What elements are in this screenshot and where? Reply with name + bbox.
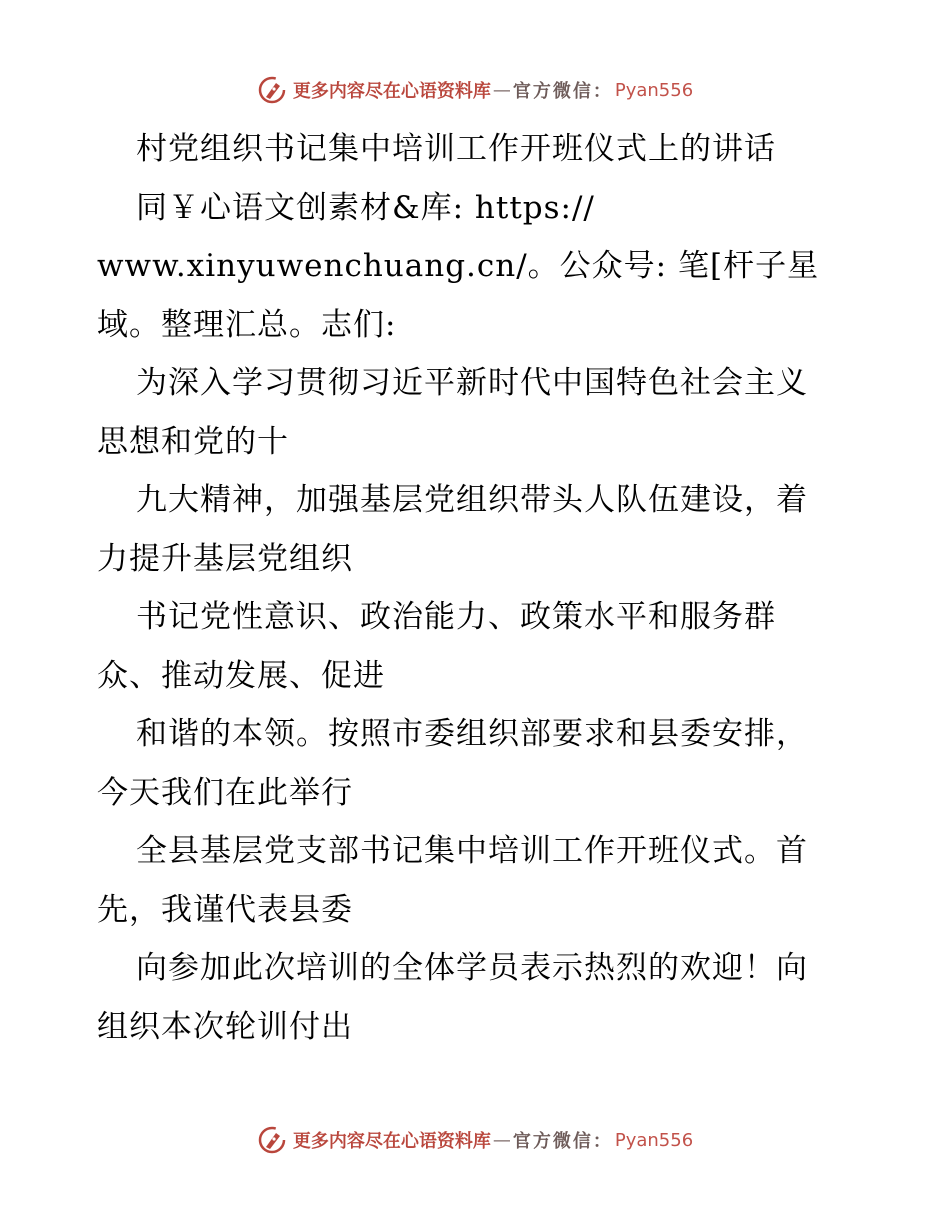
banner-wechat-id: Pyan556	[614, 79, 694, 101]
banner-prefix: 更多内容尽在心语资料库	[292, 81, 491, 102]
header-banner	[0, 70, 950, 110]
banner-prefix: 更多内容尽在心语资料库	[292, 1131, 491, 1152]
banner-separator: —	[492, 79, 511, 101]
document-line: 九大精神，加强基层党组织带头人队伍建设，着	[136, 482, 808, 518]
document-line: 书记党性意识、政治能力、政策水平和服务群	[136, 599, 776, 635]
document-line: 域。整理汇总。志们:	[97, 306, 397, 343]
banner-separator: —	[492, 1129, 511, 1151]
document-line: 为深入学习贯彻习近平新时代中国特色社会主义	[136, 365, 808, 401]
document-line: 今天我们在此举行	[97, 774, 353, 811]
pen-nib-circle-icon	[257, 1125, 287, 1155]
pen-nib-circle-icon	[257, 75, 287, 105]
banner-wechat-id: Pyan556	[614, 1129, 694, 1151]
document-line: 众、推动发展、促进	[97, 657, 385, 694]
document-line: www.xinyuwenchuang.cn/。公众号: 笔[杆子星	[97, 248, 820, 284]
banner-wechat-label: 官方微信：	[512, 1131, 613, 1152]
banner-wechat-label: 官方微信：	[512, 81, 613, 102]
document-title: 村党组织书记集中培训工作开班仪式上的讲话	[136, 131, 776, 167]
document-line: 力提升基层党组织	[97, 540, 353, 577]
document-line: 和谐的本领。按照市委组织部要求和县委安排，	[136, 716, 808, 752]
document-line: 组织本次轮训付出	[97, 1008, 353, 1045]
document-line: 向参加此次培训的全体学员表示热烈的欢迎！向	[136, 950, 808, 986]
document-line: 先，我谨代表县委	[97, 891, 353, 928]
document-body	[97, 120, 857, 1056]
footer-banner	[0, 1120, 950, 1160]
document-line: 同￥心语文创素材&库: https://	[136, 189, 595, 226]
document-line: 全县基层党支部书记集中培训工作开班仪式。首	[136, 833, 808, 869]
document-line: 思想和党的十	[97, 423, 289, 460]
